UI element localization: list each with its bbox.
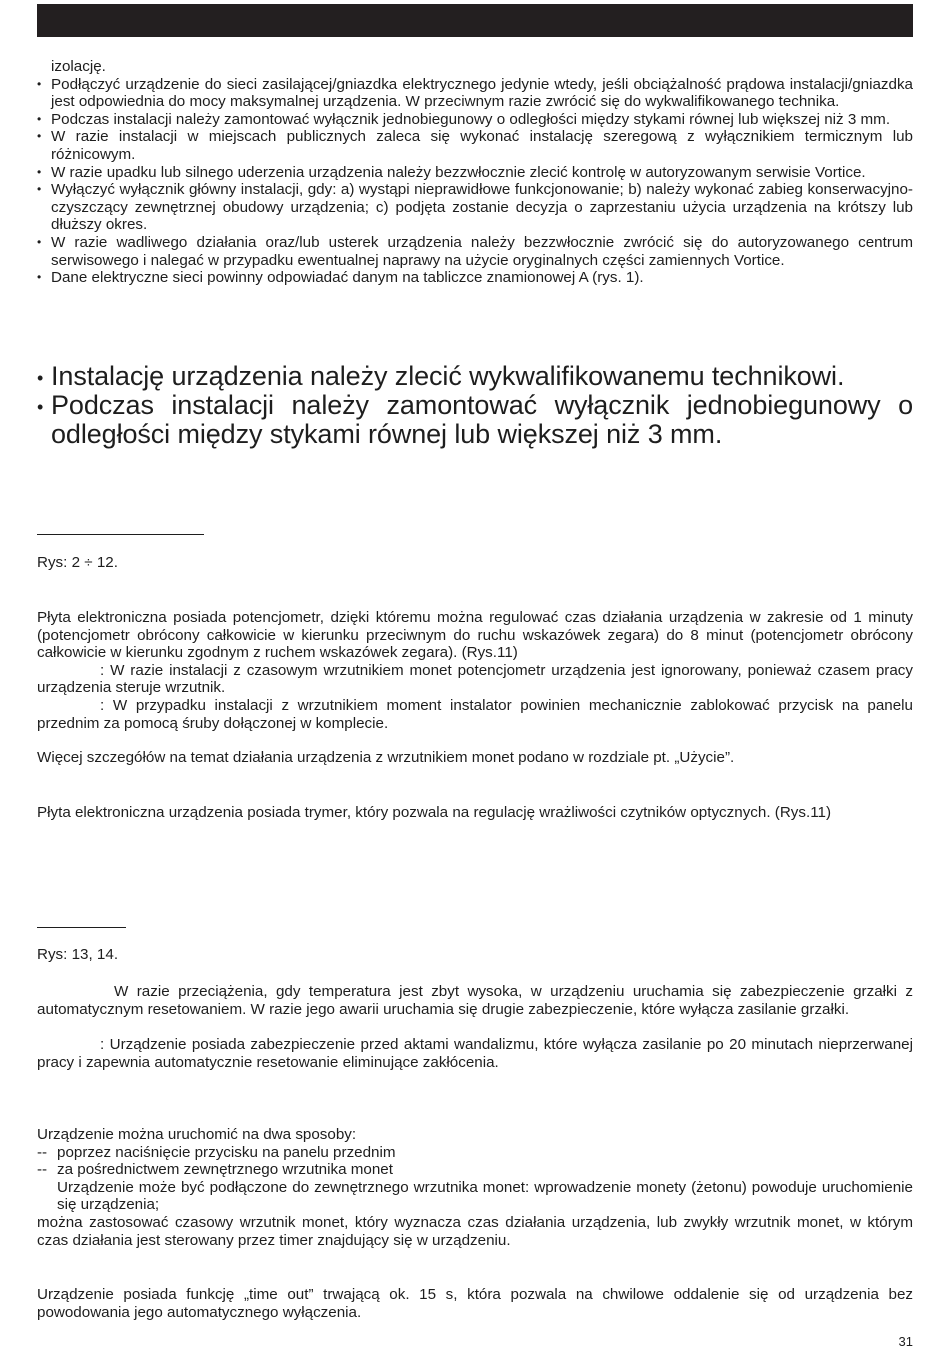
section-divider <box>37 534 204 535</box>
figure-ref: Rys: 2 ÷ 12. <box>37 554 118 571</box>
note: : W przypadku instalacji z wrzutnikiem moment instalator powinien mechanicznie zablokować przycisk na panelu przednim za pomocą śruby dołączonej w komplecie. <box>37 696 913 732</box>
dash-marker: -- <box>37 1143 48 1161</box>
list-item: • W razie wadliwego działania oraz/lub usterek urządzenia należy bezzwłocznie zwrócić się do autoryzowanego centrum serwisowego i nalegać w przypadku ewentualnej naprawy na użycie oryginalnych części zamiennych Vortice. <box>37 234 913 269</box>
emphasis-item: • Instalację urządzenia należy zlecić wykwalifikowanemu technikowi. <box>37 362 913 391</box>
header-bar <box>37 4 913 37</box>
emphasis-list <box>37 362 913 449</box>
paragraph: Płyta elektroniczna posiada potencjometr, dzięki któremu można regulować czas działania urządzenia w zakresie od 1 minuty (potencjometr obrócony całkowicie w kierunku przeciwnym do ruchu wskazówek zegara) do 8 minut (potencjometr obrócony całkowicie w kierunku zgodnym z ruchem wskazówek zegara). (Rys.11) <box>37 609 913 662</box>
list-item <box>37 1161 913 1179</box>
emphasis-item: • Podczas instalacji należy zamontować wyłącznik jednobiegunowy o odległości między stykami równej lub większej niż 3 mm. <box>37 391 913 449</box>
paragraph: można zastosować czasowy wrzutnik monet, który wyznacza czas działania urządzenia, lub zwykły wrzutnik monet, w którym czas działania jest sterowany przez timer znajdujący się w urządzeniu. <box>37 1213 913 1249</box>
list-item: • Podłączyć urządzenie do sieci zasilającej/gniazdka elektrycznego jedynie wtedy, jeśli obciążalność prądowa instalacji/gniazdka jest odpowiednia do mocy maksymalnej urządzenia. W przeciwnym razie zwrócić się do wykwalifikowanego technika. <box>37 76 913 111</box>
figure-ref: Rys: 13, 14. <box>37 946 119 963</box>
start-section <box>37 1126 913 1249</box>
safety-list <box>37 58 913 287</box>
list-item <box>37 1144 913 1162</box>
paragraph: : Urządzenie posiada zabezpieczenie przed aktami wandalizmu, które wyłącza zasilanie po 20 minutach nieprzerwanej pracy i zapewnia automatycznie resetowanie eliminujące zakłócenia. <box>37 1036 913 1071</box>
intro: Urządzenie można uruchomić na dwa sposoby: <box>37 1126 357 1143</box>
option-text: za pośrednictwem zewnętrznego wrzutnika monet <box>57 1161 393 1179</box>
dash-marker: -- <box>37 1161 48 1179</box>
paragraph: W razie przeciążenia, gdy temperatura jest zbyt wysoka, w urządzeniu uruchamia się zabezpieczenie grzałki z automatycznym resetowaniem. W razie jego awarii uruchamia się drugie zabezpieczenie, które wyłącza zasilanie grzałki. <box>37 983 913 1018</box>
option-text: poprzez naciśnięcie przycisku na panelu przednim <box>57 1143 396 1161</box>
timeout-paragraph: Urządzenie posiada funkcję „time out” trwającą ok. 15 s, która pozwala na chwilowe oddalenie się od urządzenia bez powodowania jego automatycznego wyłączenia. <box>37 1286 913 1321</box>
list-item: • Dane elektryczne sieci powinny odpowiadać danym na tabliczce znamionowej A (rys. 1). <box>37 269 913 287</box>
option-detail: Urządzenie może być podłączone do zewnętrznego wrzutnika monet: wprowadzenie monety (żetonu) powoduje uruchomienie się urządzenia; <box>57 1178 913 1214</box>
section-divider <box>37 927 126 928</box>
page-number: 31 <box>898 1334 913 1349</box>
list-item: • W razie upadku lub silnego uderzenia urządzenia należy bezzwłocznie zlecić kontrolę w autoryzowanym serwisie Vortice. <box>37 164 913 182</box>
list-item: • Wyłączyć wyłącznik główny instalacji, gdy: a) wystąpi nieprawidłowe funkcjonowanie; b) należy wykonać zabieg konserwacyjno-czyszczący zewnętrznej obudowy urządzenia; c) podjęta zostanie decyzja o zaprzestaniu użycia urządzenia na krótszy lub dłuższy okres. <box>37 181 913 234</box>
paragraph: Więcej szczegółów na temat działania urządzenia z wrzutnikiem monet podano w rozdziale pt. „Użycie”. <box>37 749 735 767</box>
protection-section <box>37 983 913 1071</box>
list-item: • W razie instalacji w miejscach publicznych zaleca się wykonać instalację szeregową z wyłącznikiem termicznym lub różnicowym. <box>37 128 913 163</box>
trimmer-paragraph: Płyta elektroniczna urządzenia posiada trymer, który pozwala na regulację wrażliwości czytników optycznych. (Rys.11) <box>37 804 832 821</box>
timer-section <box>37 609 913 767</box>
note: : W razie instalacji z czasowym wrzutnikiem monet potencjometr urządzenia jest ignorowany, ponieważ czasem pracy urządzenia steruje wrzutnik. <box>37 661 913 697</box>
continuation-text: izolację. <box>51 58 106 75</box>
list-item: • Podczas instalacji należy zamontować wyłącznik jednobiegunowy o odległości między stykami równej lub większej niż 3 mm. <box>37 111 913 129</box>
